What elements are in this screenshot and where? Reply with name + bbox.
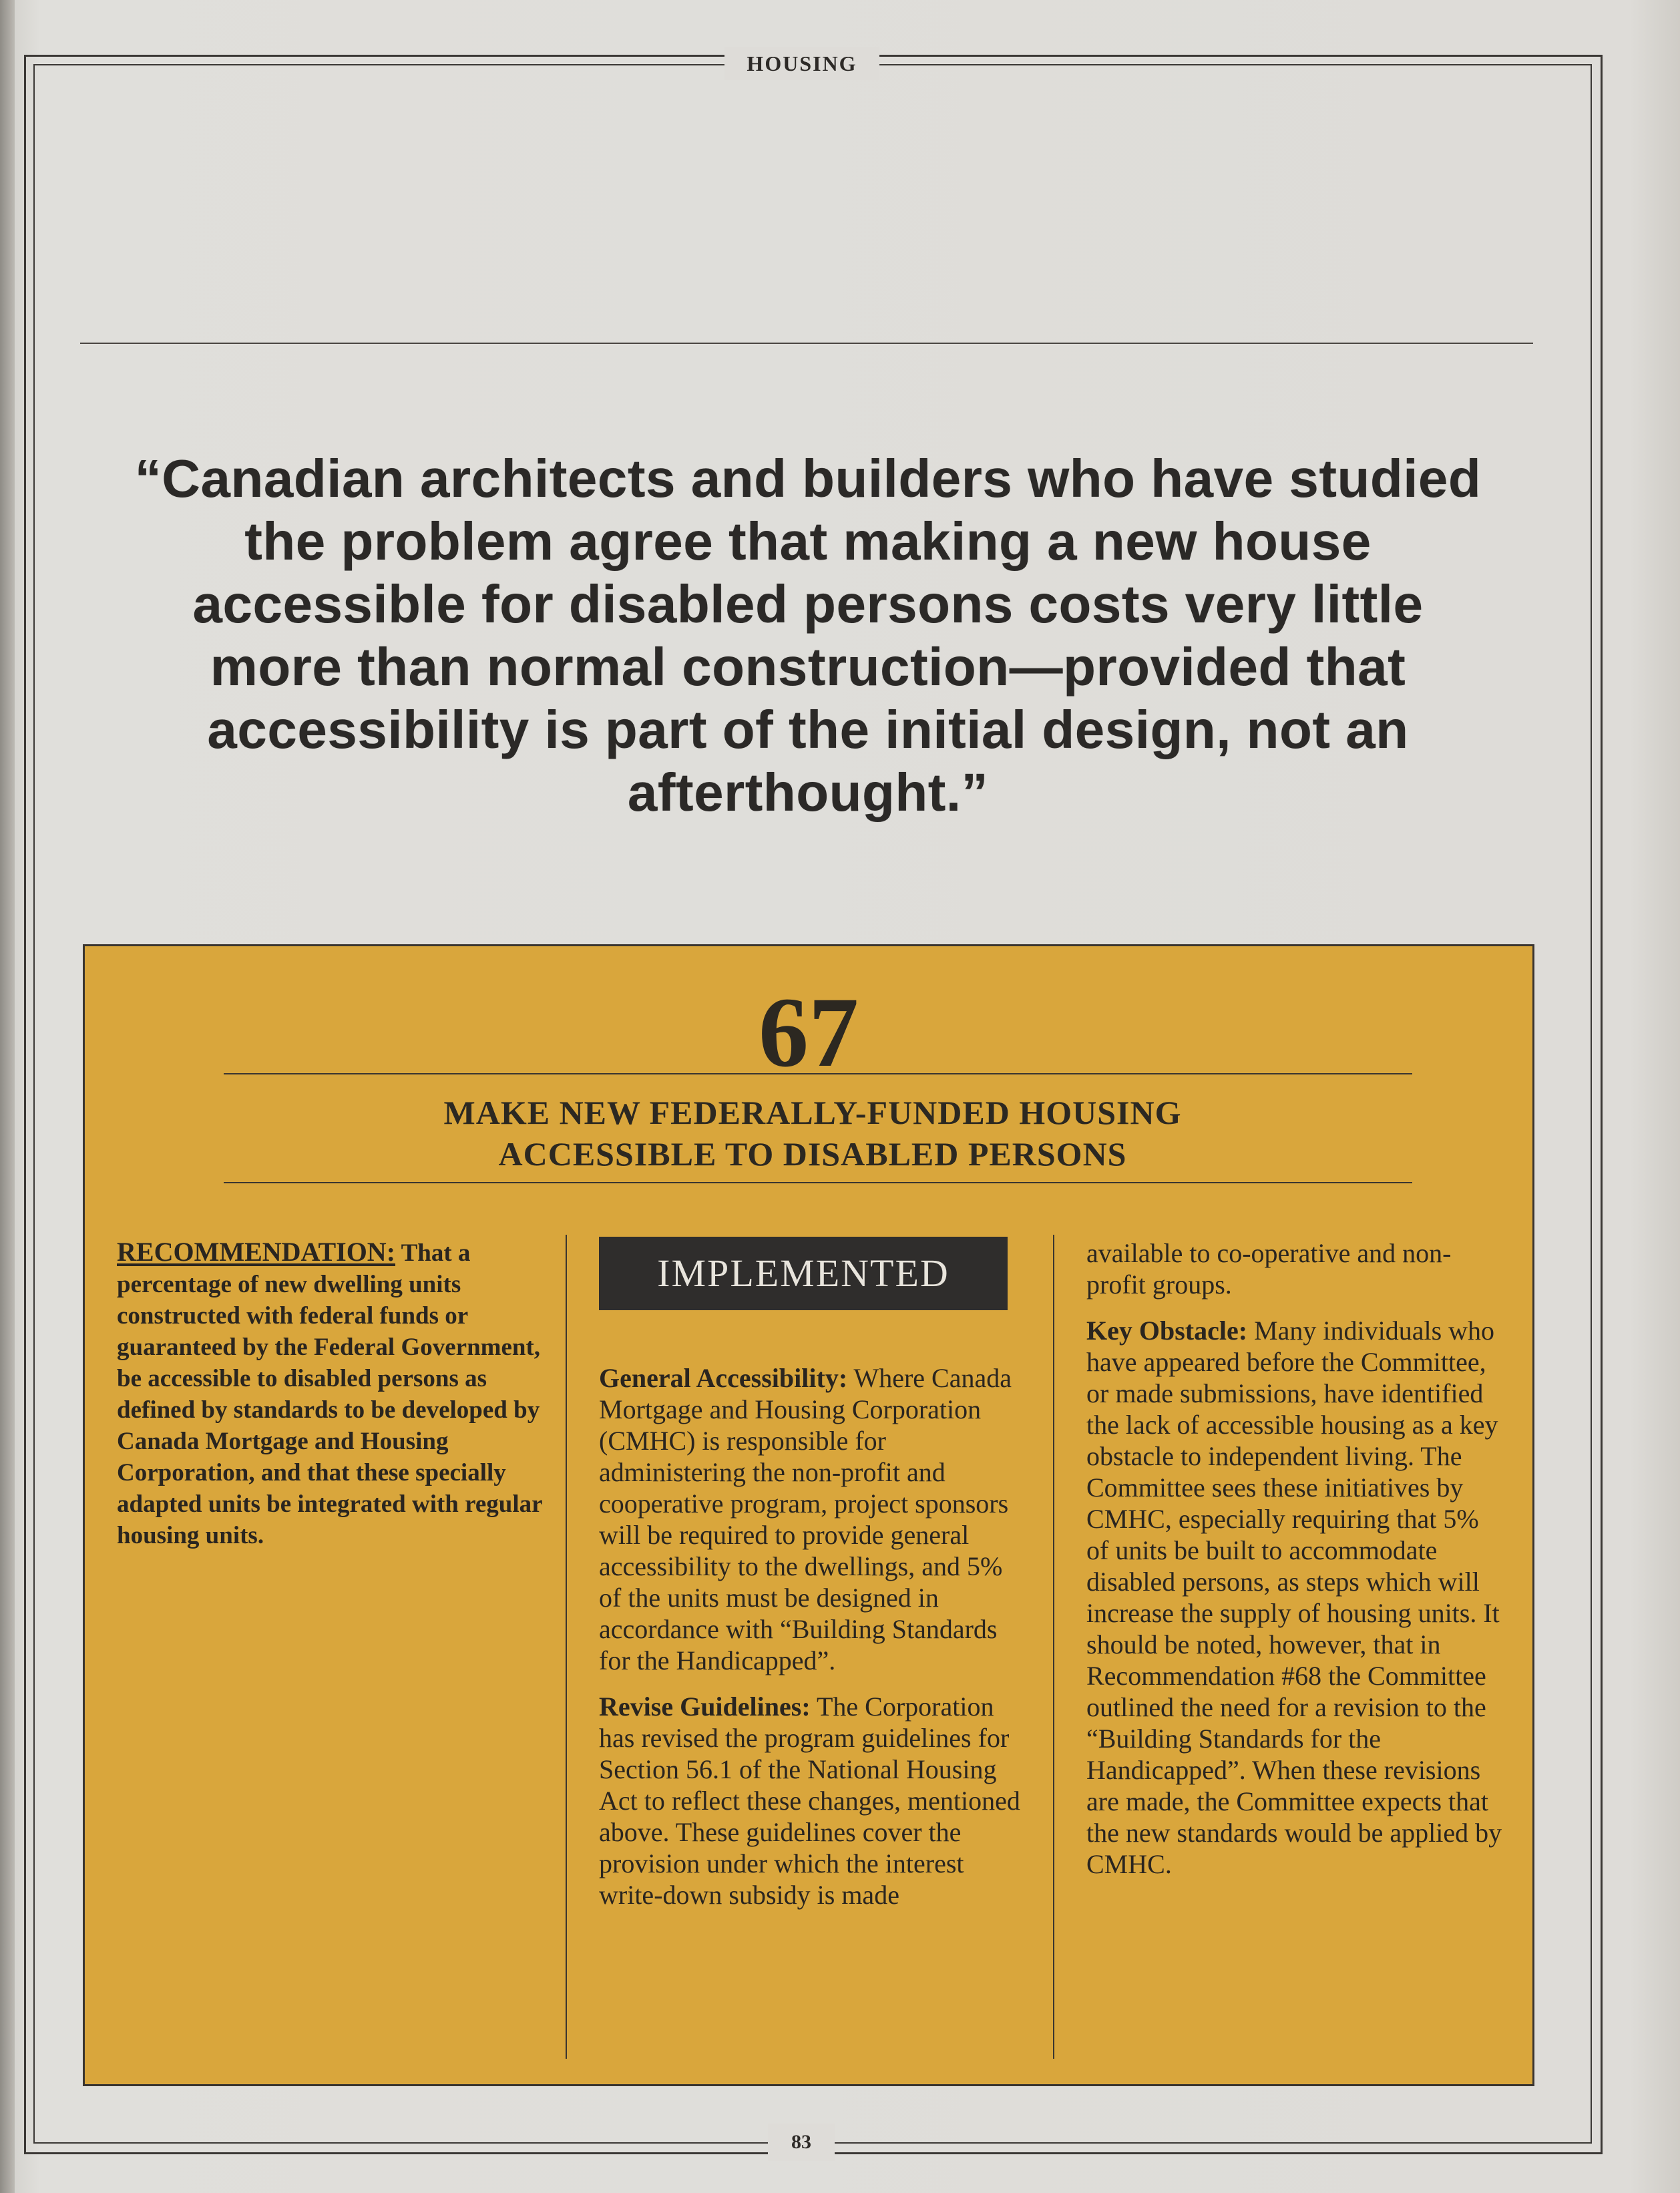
status-badge: IMPLEMENTED	[599, 1237, 1008, 1310]
column-divider-2	[1053, 1235, 1054, 2059]
response-column	[599, 1237, 1026, 1925]
continued-paragraph: available to co-operative and non-profit groups.	[1086, 1238, 1452, 1300]
revise-guidelines-paragraph	[599, 1691, 1026, 1911]
recommendation-label: RECOMMENDATION:	[117, 1237, 396, 1267]
title-rule-bottom	[224, 1182, 1412, 1183]
book-spine-shadow	[0, 0, 15, 2193]
general-accessibility-text: Where Canada Mortgage and Housing Corporation (CMHC) is responsible for administering the non-profit and cooperative program, project sponsors will be required to provide general accessibility to the dwellings, and 5% of the units must be designed in accordance with “Building Standards for the Handicapped”.	[599, 1363, 1012, 1675]
column-divider-1	[566, 1235, 567, 2059]
obstacle-column	[1086, 1237, 1507, 1895]
section-rule	[80, 343, 1533, 344]
recommendation-box	[83, 944, 1534, 2086]
general-accessibility-heading: General Accessibility:	[599, 1363, 848, 1393]
recommendation-column	[117, 1236, 544, 1551]
key-obstacle-paragraph	[1086, 1315, 1507, 1880]
recommendation-number: 67	[759, 977, 859, 1088]
general-accessibility-paragraph	[599, 1362, 1026, 1676]
running-header: HOUSING	[724, 47, 879, 80]
key-obstacle-heading: Key Obstacle:	[1086, 1316, 1248, 1346]
recommendation-title-line1: MAKE NEW FEDERALLY-FUNDED HOUSING	[443, 1094, 1182, 1131]
revise-guidelines-heading: Revise Guidelines:	[599, 1691, 811, 1722]
recommendation-title-line2: ACCESSIBLE TO DISABLED PERSONS	[498, 1135, 1127, 1173]
revise-guidelines-text: The Corporation has revised the program guidelines for Section 56.1 of the National Housing Act to reflect these changes, mentioned above. These guidelines cover the provision under which the interest write-down subsidy is made	[599, 1691, 1020, 1910]
title-rule-top	[224, 1073, 1412, 1074]
recommendation-title	[165, 1092, 1460, 1175]
key-obstacle-text: Many individuals who have appeared before the Committee, or made submissions, have identified the lack of accessible housing as a key obstacle to independent living. The Committee sees these initiatives by CMHC, especially requiring that 5% of units be built to accommodate disabled persons, as steps which will increase the supply of housing units. It should be noted, however, that in Recommendation #68 the Committee outlined the need for a revision to the “Building Standards for the Handicapped”. When these revisions are made, the Committee expects that the new standards would be applied by CMHC.	[1086, 1316, 1502, 1879]
page-number: 83	[768, 2124, 835, 2161]
recommendation-text: That a percentage of new dwelling units constructed with federal funds or guaranteed by the Federal Government, be accessible to disabled persons as defined by standards to be developed by Canada Mortgage and Housing Corporation, and that these specially adapted units be integrated with regular housing units.	[117, 1239, 542, 1549]
pull-quote: “Canadian architects and builders who have studied the problem agree that making a new house accessible for disabled persons costs very little more than normal construction—provided that accessibility is part of the initial design, not an afterthought.”	[134, 449, 1482, 822]
